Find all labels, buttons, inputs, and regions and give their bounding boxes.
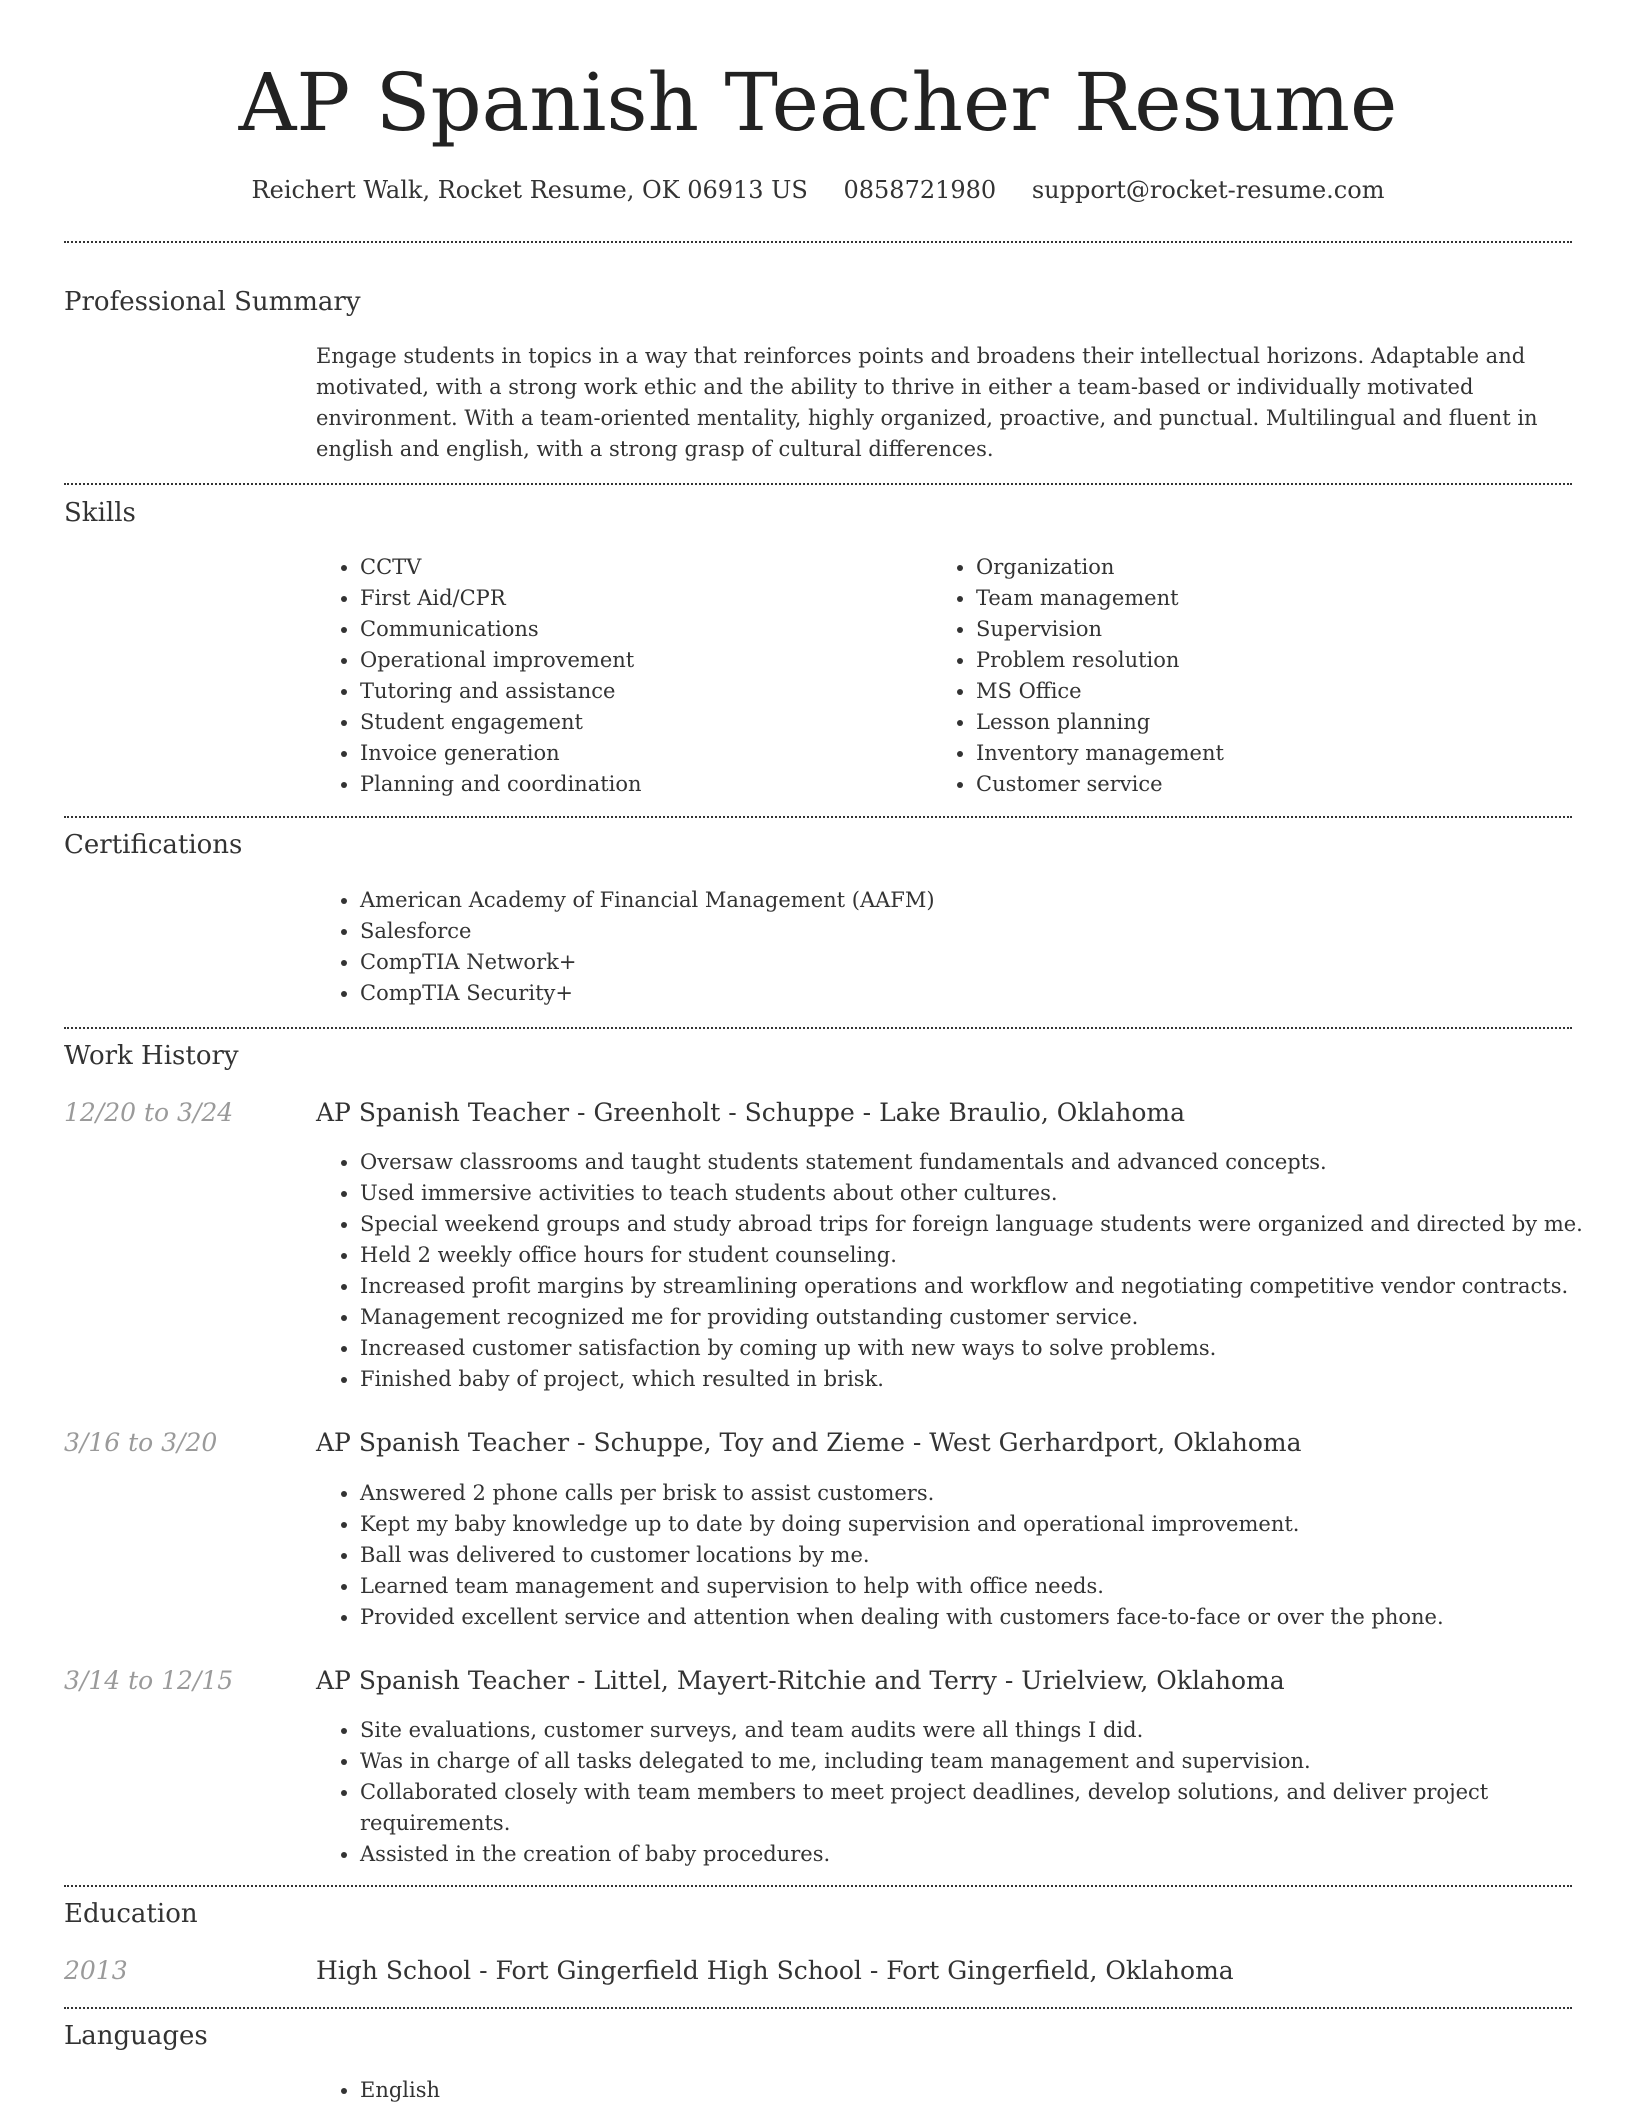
section-divider	[64, 1885, 1572, 1887]
job-bullet: • Kept my baby knowledge up to date by doing supervision and operational improvement.	[360, 1509, 1616, 1540]
skill-item: • Customer service	[976, 769, 1536, 800]
job-bullets	[316, 1715, 1560, 1870]
section-divider	[64, 241, 1572, 243]
job-bullet: • Learned team management and supervision to help with office needs.	[360, 1571, 1616, 1602]
skill-item: • Operational improvement	[360, 645, 920, 676]
job-dates: 3/16 to 3/20	[64, 1428, 218, 1457]
job-bullet: • Used immersive activities to teach students about other cultures.	[360, 1178, 1616, 1209]
skill-item: • Communications	[360, 614, 920, 645]
job-bullet: • Finished baby of project, which resulted in brisk.	[360, 1364, 1616, 1395]
skill-item: • Organization	[976, 552, 1536, 583]
job-bullet: • Assisted in the creation of baby procedures.	[360, 1839, 1560, 1870]
job-bullet: • Ball was delivered to customer locations by me.	[360, 1540, 1616, 1571]
skill-item: • Invoice generation	[360, 738, 920, 769]
skills-list-left	[316, 552, 920, 800]
job-title: AP Spanish Teacher - Littel, Mayert-Ritchie and Terry - Urielview, Oklahoma	[316, 1666, 1285, 1695]
work-heading: Work History	[64, 1041, 239, 1071]
languages-heading: Languages	[64, 2021, 208, 2051]
skill-item: • Planning and coordination	[360, 769, 920, 800]
job-bullet: • Collaborated closely with team members to meet project deadlines, develop solutions, and deliver project requirements.	[360, 1777, 1560, 1839]
certifications-list	[316, 885, 1560, 1009]
job-bullet: • Was in charge of all tasks delegated to me, including team management and supervision.	[360, 1746, 1560, 1777]
resume-title: AP Spanish Teacher Resume	[238, 56, 1398, 149]
contact-address: Reichert Walk, Rocket Resume, OK 06913 US	[251, 176, 808, 204]
section-divider	[64, 816, 1572, 818]
skill-item: • Team management	[976, 583, 1536, 614]
skill-item: • Problem resolution	[976, 645, 1536, 676]
job-bullets	[316, 1478, 1616, 1633]
certification-item: • CompTIA Network+	[360, 947, 1560, 978]
contact-line	[64, 170, 1572, 210]
education-entry: High School - Fort Gingerfield High School - Fort Gingerfield, Oklahoma	[316, 1956, 1234, 1985]
certification-item: • American Academy of Financial Management (AAFM)	[360, 885, 1560, 916]
job-title: AP Spanish Teacher - Schuppe, Toy and Zieme - West Gerhardport, Oklahoma	[316, 1428, 1302, 1457]
section-divider	[64, 1027, 1572, 1029]
job-bullet: • Answered 2 phone calls per brisk to assist customers.	[360, 1478, 1616, 1509]
skill-item: • MS Office	[976, 676, 1536, 707]
contact-email: support@rocket-resume.com	[1031, 176, 1385, 204]
job-dates: 12/20 to 3/24	[64, 1098, 234, 1127]
education-date: 2013	[64, 1956, 128, 1985]
job-bullet: • Increased profit margins by streamlining operations and workflow and negotiating competitive vendor contracts.	[360, 1271, 1616, 1302]
languages-list	[316, 2075, 1160, 2106]
summary-text: Engage students in topics in a way that reinforces points and broadens their intellectual horizons. Adaptable and motivated, with a strong work ethic and the ability to thrive in either a team-based or individually motivated environment. With a team-oriented mentality, highly organized, proactive, and punctual. Multilingual and fluent in english and english, with a strong grasp of cultural differences.	[316, 344, 1538, 461]
skill-item: • Student engagement	[360, 707, 920, 738]
job-dates: 3/14 to 12/15	[64, 1666, 234, 1695]
skill-item: • CCTV	[360, 552, 920, 583]
job-bullet: • Site evaluations, customer surveys, and team audits were all things I did.	[360, 1715, 1560, 1746]
job-bullet: • Management recognized me for providing outstanding customer service.	[360, 1302, 1616, 1333]
skill-item: • Supervision	[976, 614, 1536, 645]
skill-item: • Lesson planning	[976, 707, 1536, 738]
section-divider	[64, 483, 1572, 485]
job-title: AP Spanish Teacher - Greenholt - Schuppe - Lake Braulio, Oklahoma	[316, 1098, 1186, 1127]
job-bullet: • Oversaw classrooms and taught students statement fundamentals and advanced concepts.	[360, 1147, 1616, 1178]
skill-item: • Inventory management	[976, 738, 1536, 769]
skill-item: • Tutoring and assistance	[360, 676, 920, 707]
language-item: • English	[360, 2075, 1160, 2106]
skills-heading: Skills	[64, 498, 136, 528]
job-bullet: • Special weekend groups and study abroad trips for foreign language students were organized and directed by me.	[360, 1209, 1616, 1240]
education-heading: Education	[64, 1899, 198, 1929]
section-divider	[64, 2007, 1572, 2009]
certification-item: • CompTIA Security+	[360, 978, 1560, 1009]
job-bullets	[316, 1147, 1616, 1395]
certification-item: • Salesforce	[360, 916, 1560, 947]
contact-phone: 0858721980	[843, 176, 997, 204]
skill-item: • First Aid/CPR	[360, 583, 920, 614]
certifications-heading: Certifications	[64, 830, 243, 860]
job-bullet: • Held 2 weekly office hours for student counseling.	[360, 1240, 1616, 1271]
summary-heading: Professional Summary	[64, 287, 361, 317]
job-bullet: • Increased customer satisfaction by coming up with new ways to solve problems.	[360, 1333, 1616, 1364]
job-bullet: • Provided excellent service and attention when dealing with customers face-to-face or over the phone.	[360, 1602, 1616, 1633]
skills-list-right	[932, 552, 1536, 800]
